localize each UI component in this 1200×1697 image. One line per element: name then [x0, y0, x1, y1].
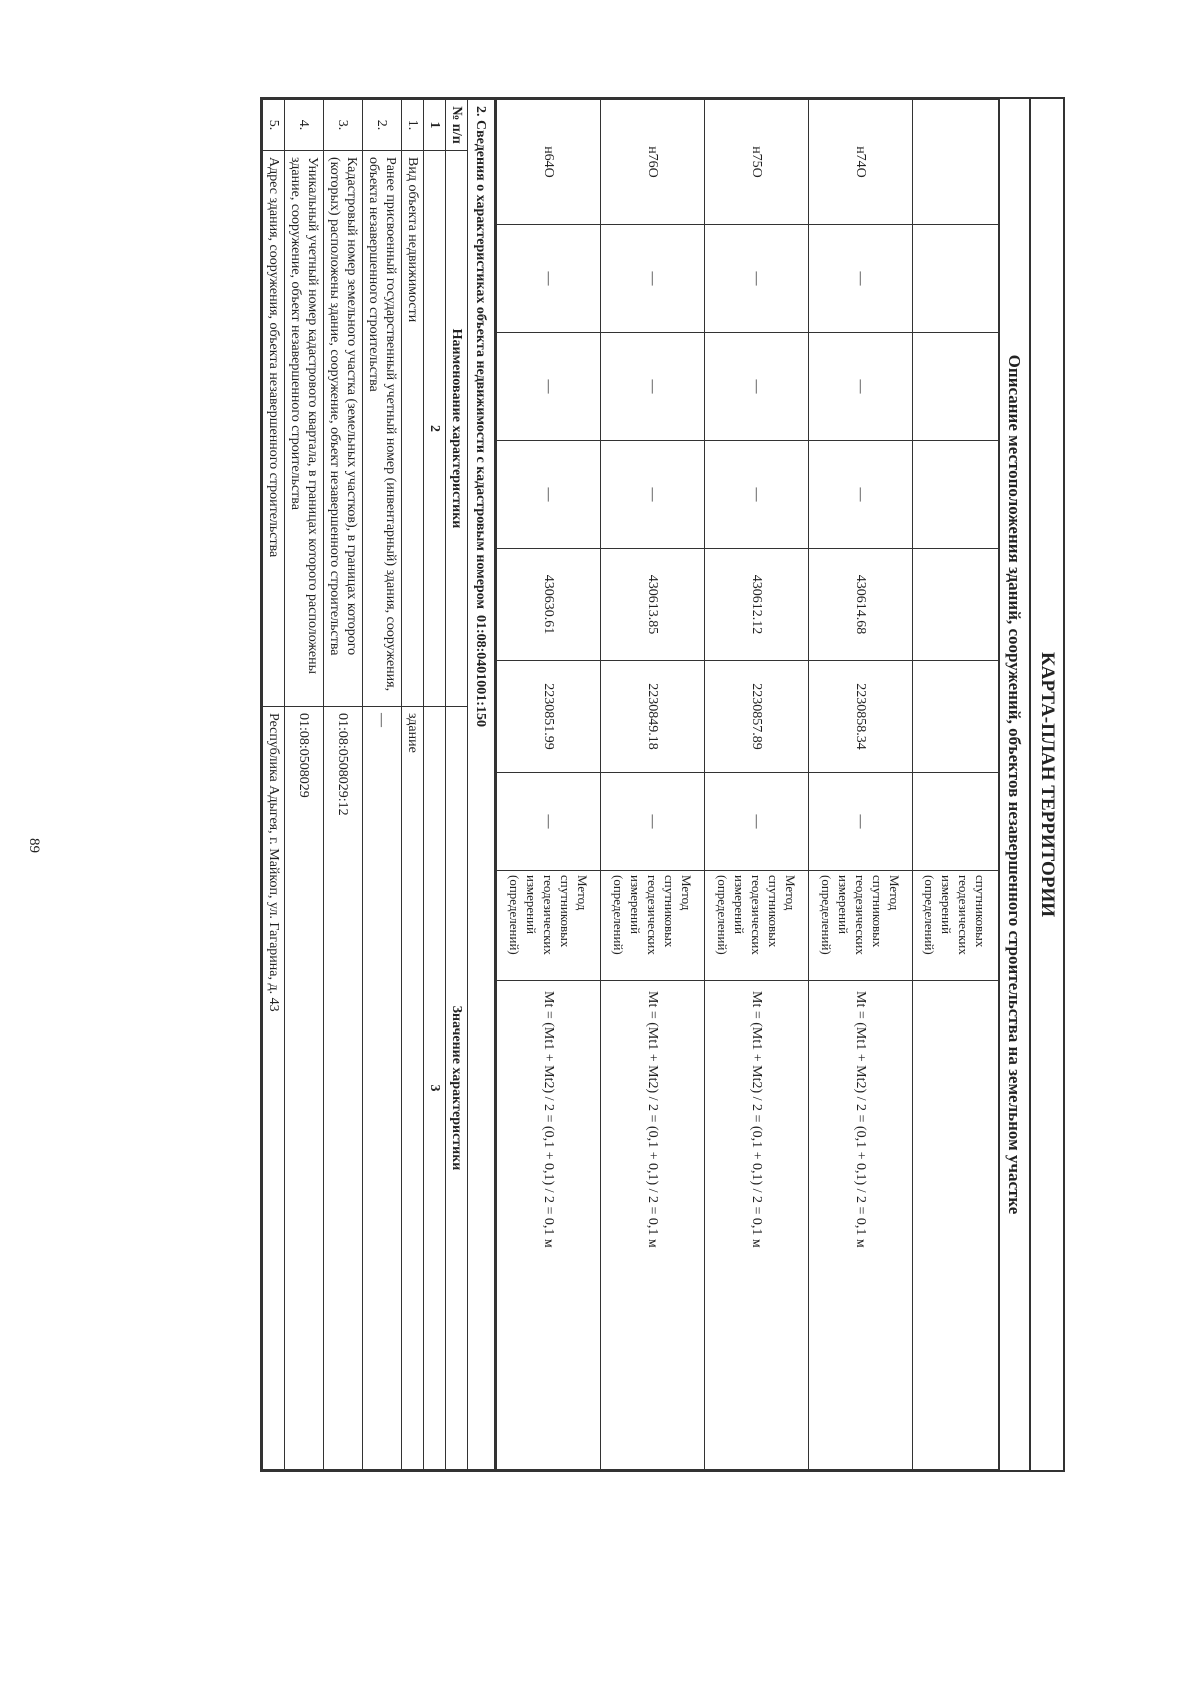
method-cell: спутниковых геодезических измерений (определений) [913, 871, 999, 981]
dash-cell: — [601, 441, 705, 549]
section2-title: 2. Сведения о характеристиках объекта недвижимости с кадастровым номером01:08:0401001:150 [468, 100, 496, 1470]
table-row [402, 100, 424, 1470]
table-row [497, 100, 601, 1470]
point-id: н64О [497, 100, 601, 225]
characteristic-value: Республика Адыгея, г. Майкоп, ул. Гагарина, д. 43 [263, 707, 285, 1470]
characteristic-value: 01:08:0508029:12 [324, 707, 363, 1470]
characteristic-value: здание [402, 707, 424, 1470]
x-coordinate: 430630.61 [497, 549, 601, 661]
dash-cell: — [809, 773, 913, 871]
table-row [601, 100, 705, 1470]
dash-cell: — [809, 441, 913, 549]
dash-cell: — [601, 333, 705, 441]
row-number: 5. [263, 100, 285, 151]
characteristics-table [262, 99, 496, 1470]
characteristic-name: Уникальный учетный номер кадастрового квартала, в границах которого расположены здание, сооружение, объект незавершенного строительства [285, 151, 324, 707]
method-cell: Метод спутниковых геодезических измерений (определений) [809, 871, 913, 981]
table-row [913, 100, 999, 1470]
row-number: 3. [324, 100, 363, 151]
dash-cell: — [601, 773, 705, 871]
x-coordinate: 430613.85 [601, 549, 705, 661]
characteristic-name: Адрес здания, сооружения, объекта незавершенного строительства [263, 151, 285, 707]
table-row [363, 100, 402, 1470]
accuracy-formula: Mt = (Mt1 + Mt2) / 2 = (0,1 + 0,1) / 2 = 0,1 м [705, 981, 809, 1470]
page-number: 89 [26, 838, 42, 853]
column-number: 2 [424, 151, 446, 707]
x-coordinate: 430612.12 [705, 549, 809, 661]
dash-cell: — [601, 225, 705, 333]
characteristic-name: Ранее присвоенный государственный учетный номер (инвентарный) здания, сооружения, объекта незавершенного строительства [363, 151, 402, 707]
y-coordinate: 2230849.18 [601, 661, 705, 773]
dash-cell: — [705, 441, 809, 549]
table-row [705, 100, 809, 1470]
point-id: н75О [705, 100, 809, 225]
point-id: н74О [809, 100, 913, 225]
table-row [263, 100, 285, 1470]
characteristic-value: 01:08:0508029 [285, 707, 324, 1470]
cadastral-number: 01:08:0401001:150 [473, 614, 489, 727]
row-number: 4. [285, 100, 324, 151]
document-sheet [155, 97, 1065, 1472]
dash-cell: — [497, 441, 601, 549]
section-subtitle: Описание местоположения зданий, сооружений, объектов незавершенного строительства на земельном участке [1000, 98, 1031, 1471]
column-number: 3 [424, 707, 446, 1470]
dash-cell: — [497, 333, 601, 441]
dash-cell: — [705, 773, 809, 871]
dash-cell: — [809, 333, 913, 441]
accuracy-formula: Mt = (Mt1 + Mt2) / 2 = (0,1 + 0,1) / 2 = 0,1 м [497, 981, 601, 1470]
y-coordinate: 2230857.89 [705, 661, 809, 773]
dash-cell: — [497, 225, 601, 333]
coordinates-table [496, 99, 999, 1470]
row-number: 2. [363, 100, 402, 151]
dash-cell: — [705, 333, 809, 441]
method-cell: Метод спутниковых геодезических измерений (определений) [601, 871, 705, 981]
characteristic-value: — [363, 707, 402, 1470]
dash-cell: — [497, 773, 601, 871]
document-title: КАРТА-ПЛАН ТЕРРИТОРИИ [1030, 98, 1064, 1471]
y-coordinate: 2230858.34 [809, 661, 913, 773]
accuracy-formula: Mt = (Mt1 + Mt2) / 2 = (0,1 + 0,1) / 2 = 0,1 м [601, 981, 705, 1470]
column-number: 1 [424, 100, 446, 151]
table-row [324, 100, 363, 1470]
accuracy-formula: Mt = (Mt1 + Mt2) / 2 = (0,1 + 0,1) / 2 = 0,1 м [809, 981, 913, 1470]
dash-cell: — [809, 225, 913, 333]
characteristic-name: Кадастровый номер земельного участка (земельных участков), в границах которого (которых) расположены здание, сооружение, объект незавершенного строительства [324, 151, 363, 707]
table-row [809, 100, 913, 1470]
method-cell: Метод спутниковых геодезических измерений (определений) [705, 871, 809, 981]
characteristic-name: Вид объекта недвижимости [402, 151, 424, 707]
table-row [285, 100, 324, 1470]
header-name: Наименование характеристики [446, 151, 468, 707]
row-number: 1. [402, 100, 424, 151]
header-value: Значение характеристики [446, 707, 468, 1470]
map-plan-table [260, 97, 1065, 1472]
header-number: № п/п [446, 100, 468, 151]
x-coordinate: 430614.68 [809, 549, 913, 661]
method-cell: Метод спутниковых геодезических измерений (определений) [497, 871, 601, 981]
y-coordinate: 2230851.99 [497, 661, 601, 773]
dash-cell: — [705, 225, 809, 333]
point-id: н76О [601, 100, 705, 225]
